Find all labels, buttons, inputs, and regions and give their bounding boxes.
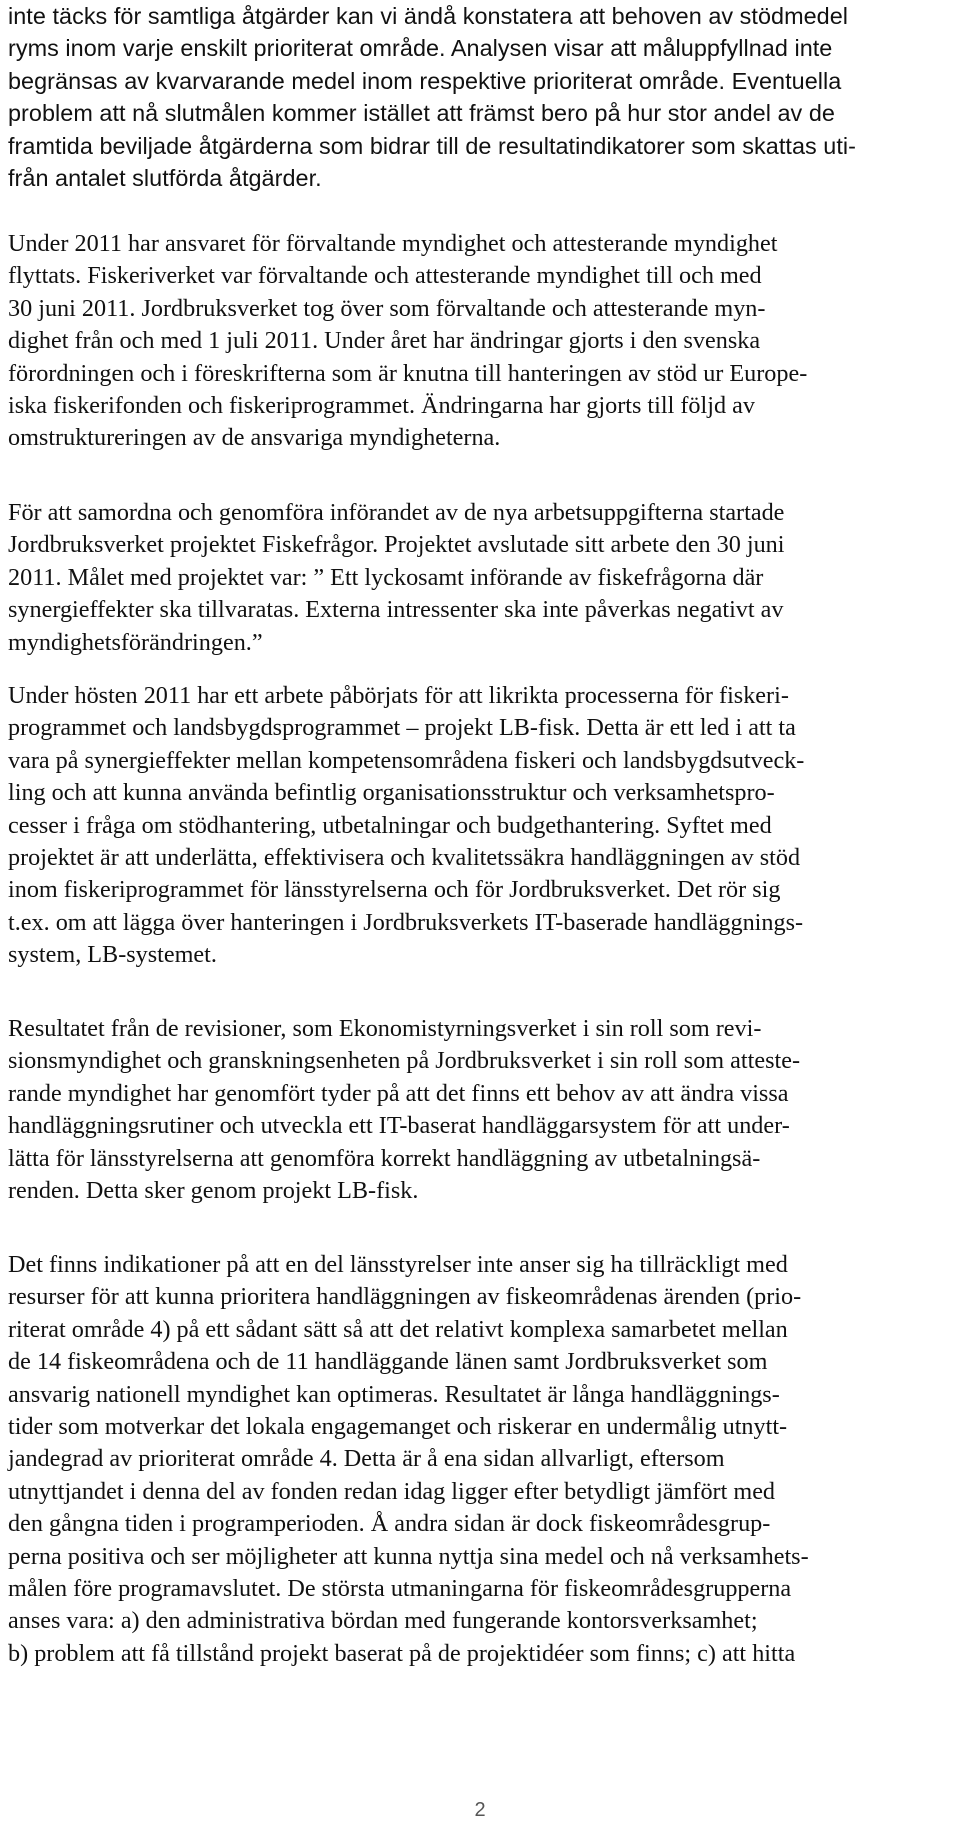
- text-line: projektet är att underlätta, effektivisera och kvalitetssäkra handläggningen av stöd: [8, 844, 801, 872]
- text-line: utnyttjandet i denna del av fonden redan idag ligger efter betydligt jämfört med: [8, 1477, 776, 1505]
- text-line: omstruktureringen av de ansvariga myndigheterna.: [8, 424, 501, 452]
- text-line: programmet och landsbygdsprogrammet – projekt LB-fisk. Detta är ett led i att ta: [8, 714, 796, 742]
- text-line: de 14 fiskeområdena och de 11 handläggande länen samt Jordbruksverket som: [8, 1348, 768, 1376]
- paragraph-project-lb-fisk: [8, 680, 804, 972]
- paragraph-project-fiskefragor: [8, 497, 785, 659]
- text-line: rande myndighet har genomfört tyder på att det finns ett behov av att ändra vissa: [8, 1079, 789, 1107]
- paragraph-revision-results: [8, 1013, 800, 1207]
- text-line: b) problem att få tillstånd projekt baserat på de projektidéer som finns; c) att hitta: [8, 1639, 796, 1667]
- text-line: Jordbruksverket projektet Fiskefrågor. Projektet avslutade sitt arbete den 30 juni: [8, 531, 785, 559]
- text-line: tider som motverkar det lokala engagemanget och riskerar en undermålig utnytt-: [8, 1413, 788, 1441]
- text-line: förordningen och i föreskrifterna som är knutna till hanteringen av stöd ur Europe-: [8, 359, 808, 387]
- text-line: renden. Detta sker genom projekt LB-fisk.: [8, 1177, 419, 1205]
- text-line: dighet från och med 1 juli 2011. Under året har ändringar gjorts i den svenska: [8, 327, 761, 355]
- page-number: 2: [474, 1799, 486, 1821]
- text-line: 30 juni 2011. Jordbruksverket tog över som förvaltande och attesterande myn-: [8, 294, 766, 322]
- text-line: den gångna tiden i programperioden. Å andra sidan är dock fiskeområdesgrup-: [8, 1510, 771, 1538]
- text-line: inte täcks för samtliga åtgärder kan vi ändå konstatera att behoven av stödmedel: [8, 3, 849, 29]
- text-line: 2011. Målet med projektet var: ” Ett lyckosamt införande av fiskefrågorna där: [8, 563, 764, 591]
- text-line: För att samordna och genomföra införandet av de nya arbetsuppgifterna startade: [8, 499, 785, 526]
- text-line: Under 2011 har ansvaret för förvaltande myndighet och attesterande myndighet: [8, 230, 778, 257]
- text-line: riterat område 4) på ett sådant sätt så att det relativt komplexa samarbetet mellan: [8, 1315, 788, 1343]
- text-line: iska fiskerifonden och fiskeriprogrammet. Ändringarna har gjorts till följd av: [8, 392, 755, 420]
- text-line: jandegrad av prioriterat område 4. Detta är å ena sidan allvarligt, eftersom: [8, 1445, 725, 1473]
- text-line: ansvarig nationell myndighet kan optimeras. Resultatet är långa handläggnings-: [8, 1380, 780, 1408]
- text-line: inom fiskeriprogrammet för länsstyrelserna och för Jordbruksverket. Det rör sig: [8, 876, 781, 904]
- text-line: resurser för att kunna prioritera handläggningen av fiskeområdenas ärenden (prio-: [8, 1283, 802, 1311]
- text-line: problem att nå slutmålen kommer istället att främst bero på hur stor andel av de: [8, 100, 835, 127]
- text-line: handläggningsrutiner och utveckla ett IT-baserat handläggarsystem för att under-: [8, 1112, 790, 1140]
- text-line: Det finns indikationer på att en del länsstyrelser inte anser sig ha tillräckligt med: [8, 1251, 788, 1278]
- paragraph-authority-transfer: [8, 228, 807, 455]
- text-line: ling och att kunna använda befintlig organisationsstruktur och verksamhetspro-: [8, 779, 775, 807]
- text-line: flyttats. Fiskeriverket var förvaltande och attesterande myndighet till och med: [8, 262, 762, 290]
- text-line: cesser i fråga om stödhantering, utbetalningar och budgethantering. Syftet med: [8, 811, 772, 839]
- text-line: perna positiva och ser möjligheter att kunna nyttja sina medel och nå verksamhets-: [8, 1542, 809, 1570]
- text-line: framtida beviljade åtgärderna som bidrar till de resultatindikatorer som skattas uti-: [8, 132, 856, 159]
- text-line: anses vara: a) den administrativa bördan med fungerande kontorsverksamhet;: [8, 1607, 758, 1635]
- text-line: målen före programavslutet. De största utmaningarna för fiskeområdesgrupperna: [8, 1575, 792, 1603]
- paragraph-county-resources: [8, 1249, 809, 1670]
- text-line: Resultatet från de revisioner, som Ekonomistyrningsverket i sin roll som revi-: [8, 1015, 762, 1042]
- text-line: Under hösten 2011 har ett arbete påbörjats för att likrikta processerna för fiskeri-: [8, 682, 789, 709]
- paragraph-goal-fulfillment: [8, 0, 856, 194]
- text-line: från antalet slutförda åtgärder.: [8, 165, 322, 192]
- text-line: vara på synergieffekter mellan kompetensområdena fiskeri och landsbygdsutveck-: [8, 746, 805, 774]
- text-line: ryms inom varje enskilt prioriterat område. Analysen visar att måluppfyllnad inte: [8, 35, 833, 62]
- text-line: synergieffekter ska tillvaratas. Externa intressenter ska inte påverkas negativt av: [8, 596, 784, 624]
- text-line: system, LB-systemet.: [8, 941, 217, 969]
- text-line: myndighetsförändringen.”: [8, 628, 263, 656]
- text-line: t.ex. om att lägga över hanteringen i Jordbruksverkets IT-baserade handläggnings-: [8, 908, 804, 936]
- text-line: lätta för länsstyrelserna att genomföra korrekt handläggning av utbetalningsä-: [8, 1144, 761, 1172]
- text-line: begränsas av kvarvarande medel inom respektive prioriterat område. Eventuella: [8, 67, 842, 94]
- text-line: sionsmyndighet och granskningsenheten på Jordbruksverket i sin roll som atteste-: [8, 1047, 800, 1075]
